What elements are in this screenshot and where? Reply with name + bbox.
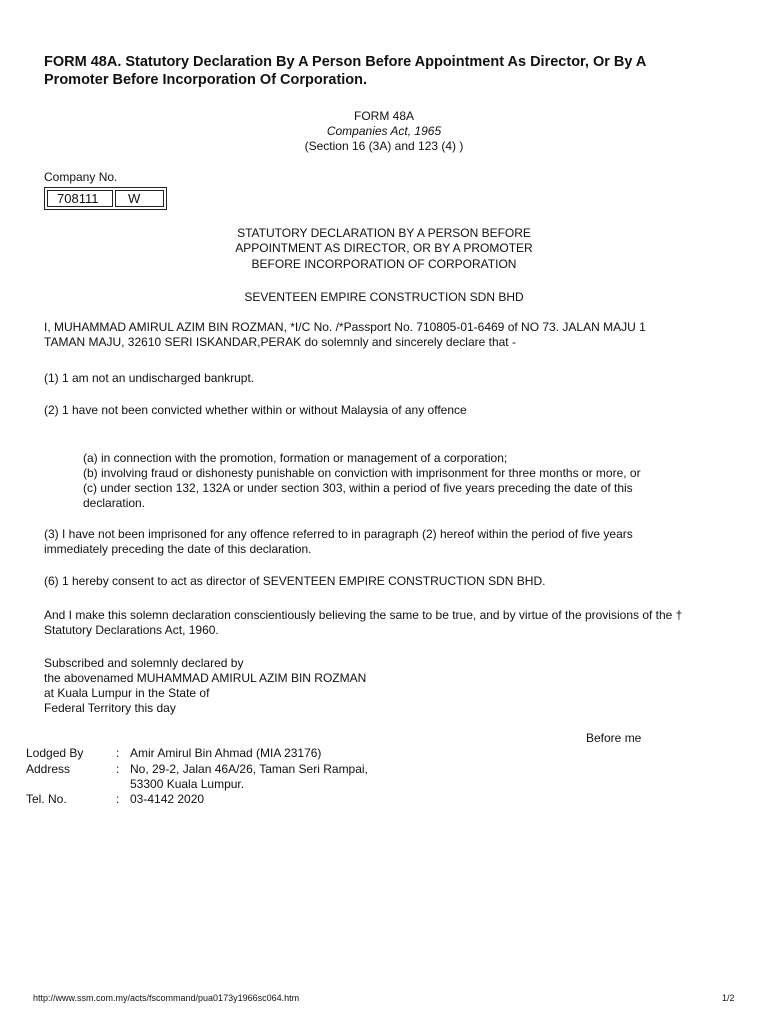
page-title-line2: Promoter Before Incorporation Of Corporation. [44, 72, 368, 88]
clause-2c-line2: declaration. [83, 496, 146, 510]
address-value [130, 762, 526, 792]
lodged-by-row [26, 746, 526, 761]
subscribed-line3: at Kuala Lumpur in the State of [44, 686, 210, 700]
address-row [26, 762, 526, 792]
clause-2b: (b) involving fraud or dishonesty punishable on conviction with imprisonment for three months or more, or [83, 466, 641, 480]
clause-2a: (a) in connection with the promotion, formation or management of a corporation; [83, 451, 508, 465]
intro-line1: I, MUHAMMAD AMIRUL AZIM BIN ROZMAN, *I/C No. /*Passport No. 710805-01-6469 of NO 73. JALAN MAJU 1 [44, 320, 646, 334]
company-no-label: Company No. [44, 170, 118, 184]
subscribed-line4: Federal Territory this day [44, 701, 176, 715]
company-no-box [44, 187, 167, 210]
declaration-title-line3: BEFORE INCORPORATION OF CORPORATION [251, 257, 517, 271]
subscribed-line2: the abovenamed MUHAMMAD AMIRUL AZIM BIN ROZMAN [44, 671, 367, 685]
declaration-title-line1: STATUTORY DECLARATION BY A PERSON BEFORE [237, 226, 531, 240]
clause-6: (6) 1 hereby consent to act as director of SEVENTEEN EMPIRE CONSTRUCTION SDN BHD. [44, 574, 546, 588]
address-line1: No, 29-2, Jalan 46A/26, Taman Seri Rampai, [130, 762, 368, 776]
clause-3-line2: immediately preceding the date of this declaration. [44, 542, 312, 556]
clause-1: (1) 1 am not an undischarged bankrupt. [44, 371, 255, 385]
address-colon: : [116, 762, 120, 776]
intro-line2: TAMAN MAJU, 32610 SERI ISKANDAR,PERAK do solemnly and sincerely declare that - [44, 335, 516, 349]
page-title-line1: FORM 48A. Statutory Declaration By A Person Before Appointment As Director, Or By A [44, 54, 647, 70]
tel-colon: : [116, 792, 120, 806]
clause-3-line1: (3) I have not been imprisoned for any offence referred to in paragraph (2) hereof within the period of five years [44, 527, 633, 541]
company-name: SEVENTEEN EMPIRE CONSTRUCTION SDN BHD [244, 290, 524, 304]
clause-2c-line1: (c) under section 132, 132A or under section 303, within a period of five years preceding the date of this [83, 481, 633, 495]
company-number-suffix: W [115, 190, 164, 207]
section-reference: (Section 16 (3A) and 123 (4) ) [304, 139, 464, 153]
tel-label: Tel. No. [26, 792, 67, 806]
page-title [44, 53, 734, 89]
tel-value: 03-4142 2020 [130, 792, 205, 806]
lodged-by-colon: : [116, 746, 120, 760]
declaration-title-line2: APPOINTMENT AS DIRECTOR, OR BY A PROMOTER [235, 241, 533, 255]
address-label: Address [26, 762, 71, 776]
tel-row [26, 792, 526, 807]
company-number: 708111 [47, 190, 113, 207]
form-number: FORM 48A [353, 109, 414, 123]
subscribed-line1: Subscribed and solemnly declared by [44, 656, 244, 670]
before-me: Before me [586, 731, 642, 745]
solemn-line1: And I make this solemn declaration conscientiously believing the same to be true, and by virtue of the provisions of the † [44, 608, 683, 622]
lodged-by-value: Amir Amirul Bin Ahmad (MIA 23176) [130, 746, 322, 760]
address-line2: 53300 Kuala Lumpur. [130, 777, 245, 791]
page-number: 1/2 [722, 993, 735, 1003]
clause-2: (2) 1 have not been convicted whether within or without Malaysia of any offence [44, 403, 467, 417]
lodged-by-label: Lodged By [26, 746, 84, 760]
footer-url[interactable]: http://www.ssm.com.my/acts/fscommand/pua0173y1966sc064.htm [33, 993, 300, 1003]
act-name: Companies Act, 1965 [326, 124, 442, 138]
solemn-line2: Statutory Declarations Act, 1960. [44, 623, 219, 637]
